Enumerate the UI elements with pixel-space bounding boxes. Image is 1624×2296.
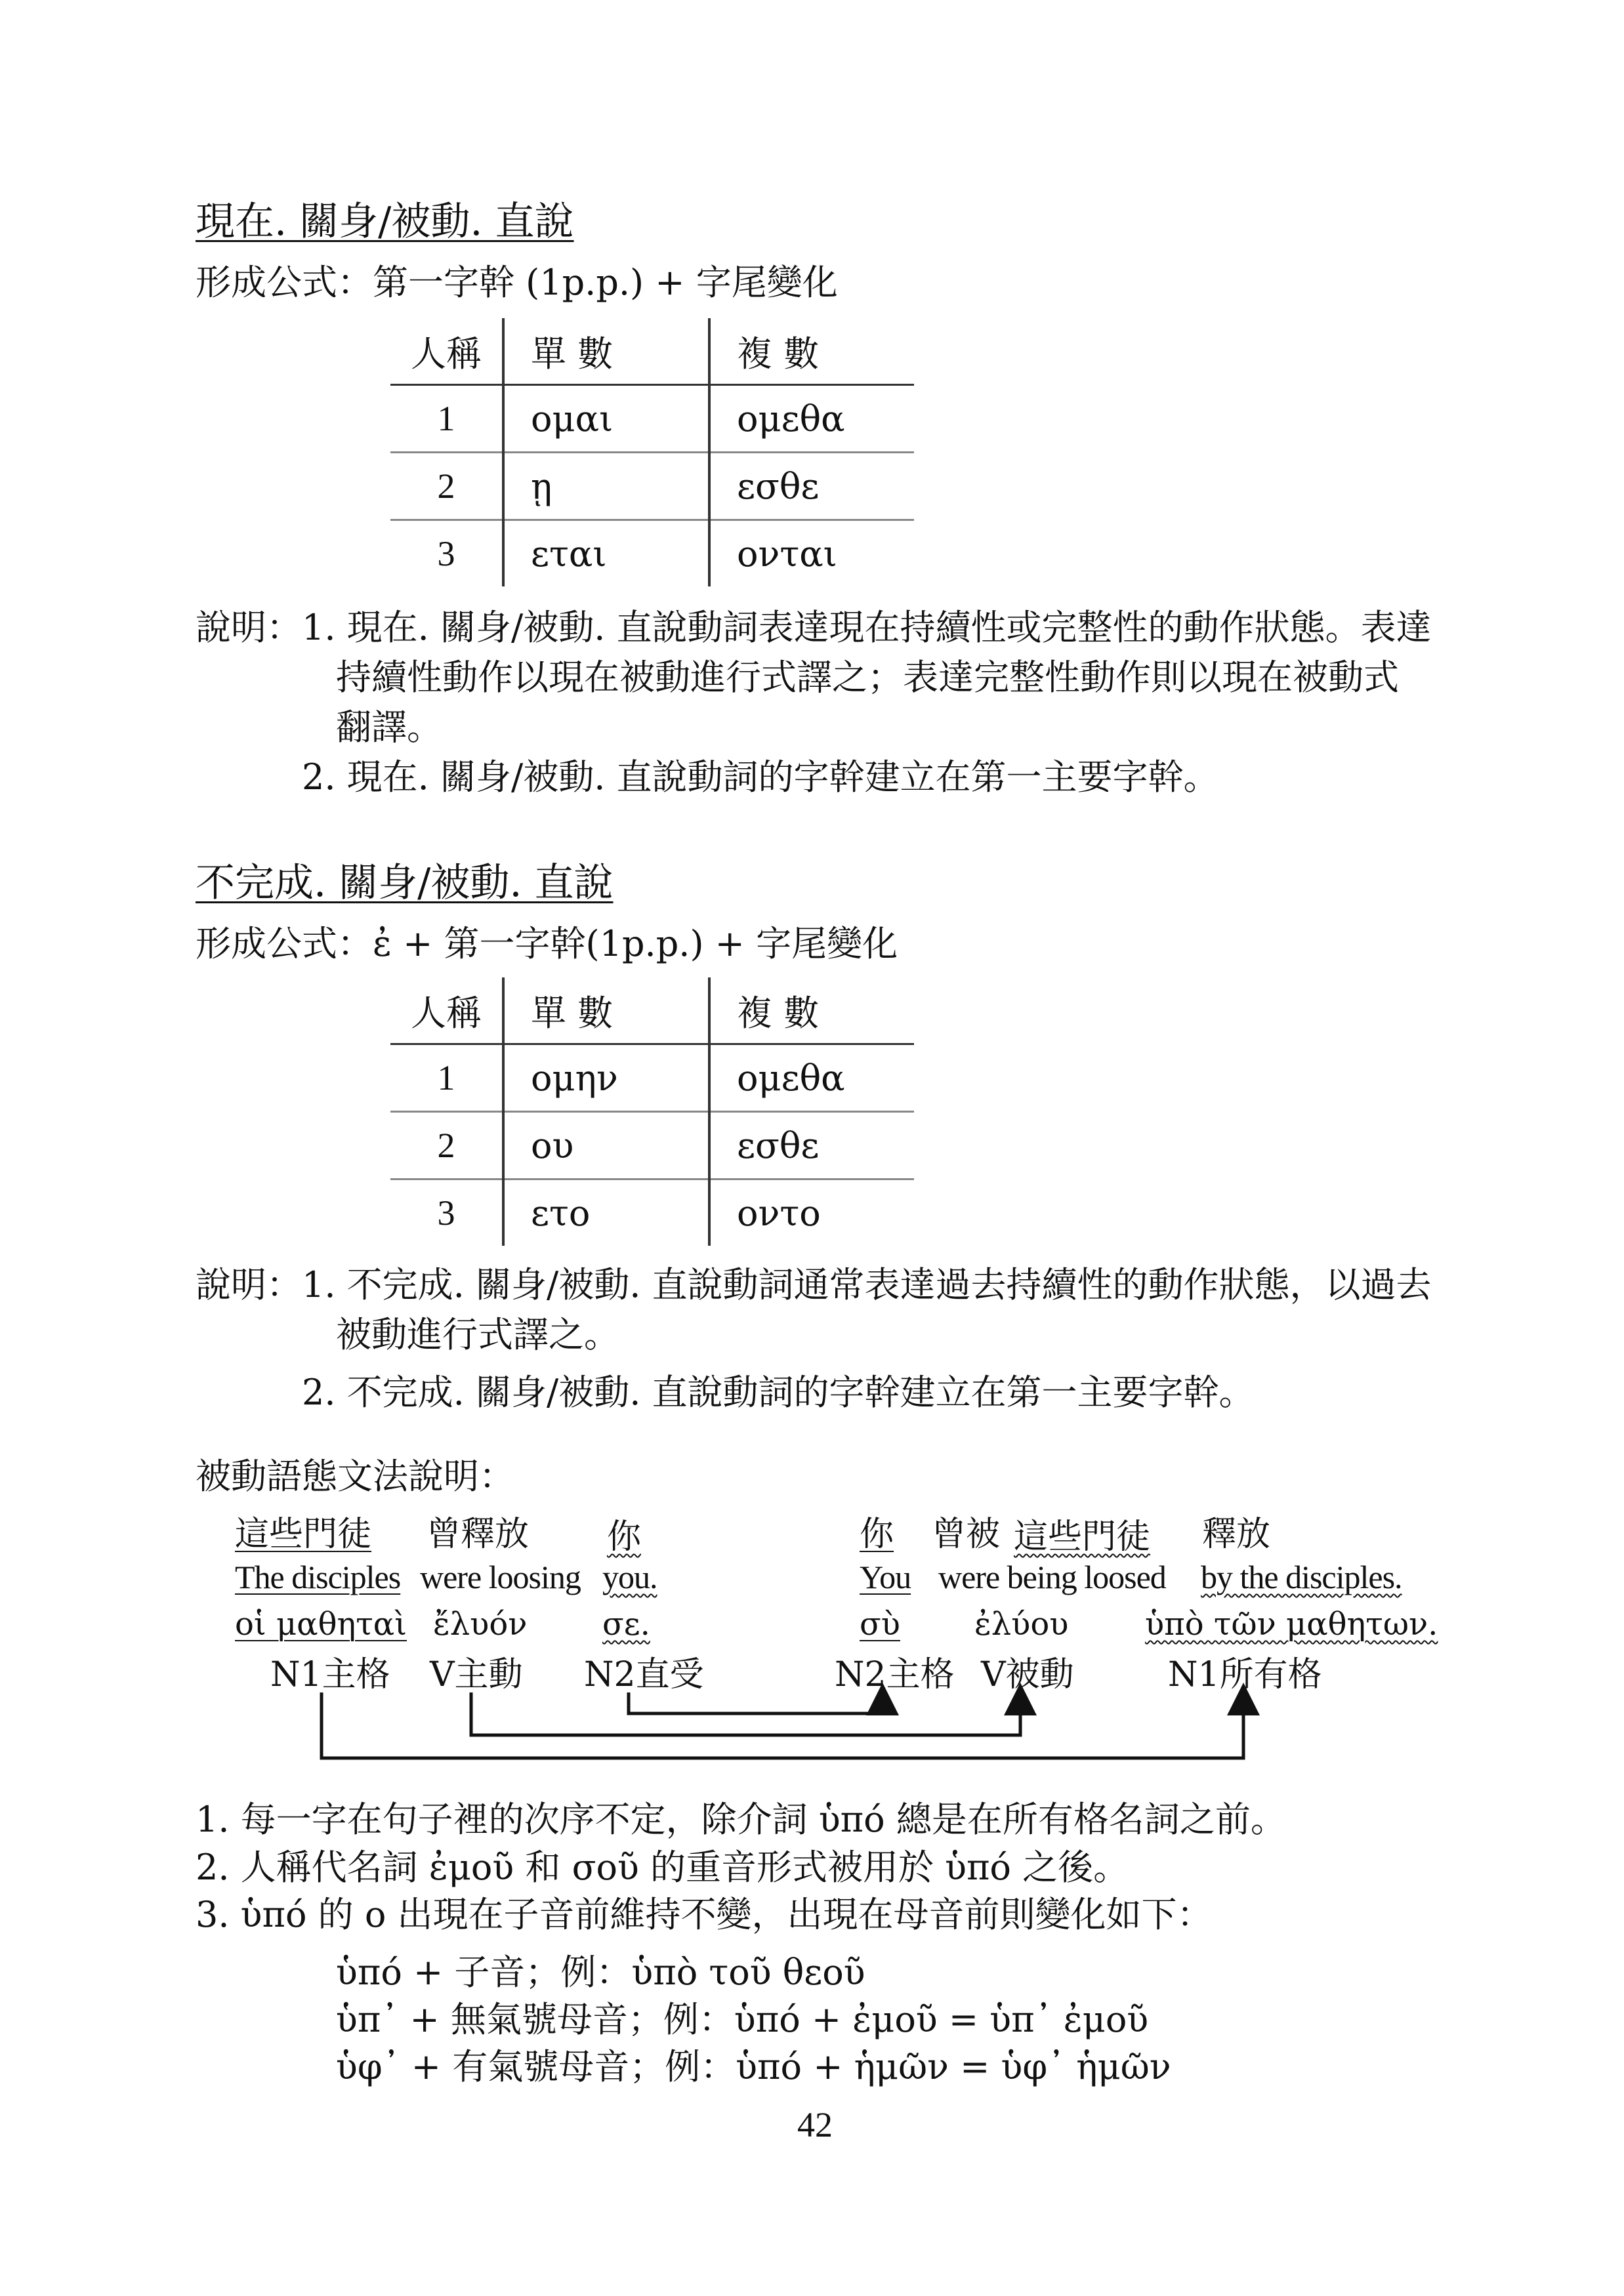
arrow-n2	[629, 1692, 883, 1713]
active-verb-greek: ἔλυόν	[433, 1606, 528, 1643]
table-header-person: 人稱	[390, 318, 503, 385]
section2-note-1-cont: 被動進行式譯之。	[336, 1314, 619, 1355]
passive-verb-english: were being loosed	[938, 1559, 1166, 1595]
section1-title: 現在. 關身/被動. 直說	[196, 199, 574, 245]
section2-note-1: 1. 不完成. 關身/被動. 直說動詞通常表達過去持續性的動作狀態，以過去	[302, 1264, 1432, 1305]
section2-title: 不完成. 關身/被動. 直說	[196, 860, 614, 906]
section2-note-2: 2. 不完成. 關身/被動. 直說動詞的字幹建立在第一主要字幹。	[302, 1372, 1255, 1413]
passive-subject-chinese: 你	[860, 1515, 894, 1554]
passive-label-n2: N2主格	[835, 1655, 955, 1694]
singular-ending: ου	[503, 1112, 709, 1179]
plural-ending: ομεθα	[709, 385, 914, 453]
singular-ending: ομην	[503, 1044, 709, 1112]
section1-note-1-cont2: 翻譯。	[336, 707, 442, 748]
passive-label-v: V被動	[981, 1655, 1074, 1694]
table-header-plural: 複 數	[709, 977, 914, 1044]
section1-note-1: 1. 現在. 關身/被動. 直說動詞表達現在持續性或完整性的動作狀態。表達	[302, 607, 1432, 648]
person-cell: 1	[437, 1058, 455, 1097]
example-3: ὑφ᾽ + 有氣號母音；例：ὑπό + ἡμῶν = ὑφ᾽ ἡμῶν	[336, 2046, 1171, 2087]
section1-note-1-cont: 持續性動作以現在被動進行式譯之；表達完整性動作則以現在被動式	[336, 657, 1399, 698]
person-cell: 2	[390, 1112, 503, 1179]
section2-note-label: 說明：	[196, 1264, 302, 1305]
singular-ending: ῃ	[503, 453, 709, 520]
active-label-n2: N2直受	[584, 1655, 704, 1694]
active-subject-chinese: 這些門徒	[235, 1515, 372, 1554]
passive-verb-chinese: 釋放	[1202, 1515, 1271, 1554]
singular-ending: ετο	[503, 1179, 709, 1246]
arrow-n1	[322, 1692, 1243, 1758]
section1-note-label: 說明：	[196, 607, 302, 648]
section2-formula: 形成公式：ἐ + 第一字幹(1p.p.) + 字尾變化	[196, 923, 898, 964]
grammar-title: 被動語態文法說明：	[196, 1456, 514, 1497]
plural-ending: ομεθα	[709, 1044, 914, 1112]
active-object-greek: σε.	[602, 1606, 650, 1643]
rule-1: 1. 每一字在句子裡的次序不定，除介詞 ὑπό 總是在所有格名詞之前。	[196, 1799, 1286, 1840]
active-subject-english: The disciples	[235, 1559, 401, 1595]
rule-2: 2. 人稱代名詞 ἐμοῦ 和 σοῦ 的重音形式被用於 ὑπό 之後。	[196, 1847, 1129, 1888]
active-object-chinese: 你	[607, 1517, 642, 1557]
passive-agent-english: by the disciples.	[1201, 1559, 1402, 1595]
section1-formula: 形成公式：第一字幹 (1p.p.) + 字尾變化	[196, 262, 838, 303]
table-header-person: 人稱	[390, 977, 503, 1044]
plural-ending: εσθε	[709, 453, 914, 520]
plural-ending: ονται	[709, 520, 914, 587]
plural-ending: οντο	[709, 1179, 914, 1246]
passive-label-n1: N1所有格	[1168, 1655, 1322, 1694]
person-cell: 3	[390, 520, 503, 587]
passive-subject-greek: σὺ	[860, 1606, 900, 1643]
example-2: ὑπ᾽ + 無氣號母音；例：ὑπό + ἐμοῦ = ὑπ᾽ ἐμοῦ	[336, 1999, 1149, 2040]
section1-note-2: 2. 現在. 關身/被動. 直說動詞的字幹建立在第一主要字幹。	[302, 756, 1219, 798]
active-verb-english: were loosing	[420, 1559, 581, 1595]
passive-agent-chinese: 這些門徒	[1014, 1517, 1151, 1557]
passive-subject-english: You	[860, 1559, 911, 1595]
person-cell: 2	[390, 453, 503, 520]
example-1: ὑπό + 子音；例：ὑπὸ τοῦ θεοῦ	[336, 1952, 865, 1993]
active-label-v: V主動	[430, 1655, 523, 1694]
rule-3: 3. ὑπό 的 o 出現在子音前維持不變，出現在母音前則變化如下：	[196, 1894, 1213, 1935]
active-object-english: you.	[602, 1559, 657, 1595]
singular-ending: ομαι	[503, 385, 709, 453]
passive-verb-chinese-prefix: 曾被	[932, 1515, 1001, 1554]
passive-agent-greek: ὑπὸ τῶν μαθητων.	[1145, 1606, 1438, 1643]
person-cell: 1	[437, 399, 455, 438]
person-cell: 3	[390, 1179, 503, 1246]
table-header-singular: 單 數	[503, 318, 709, 385]
active-verb-chinese: 曾釋放	[427, 1515, 530, 1554]
singular-ending: εται	[503, 520, 709, 587]
plural-ending: εσθε	[709, 1112, 914, 1179]
table-header-plural: 複 數	[709, 318, 914, 385]
table-header-singular: 單 數	[503, 977, 709, 1044]
passive-verb-greek: ἐλύου	[974, 1606, 1069, 1643]
active-label-n1: N1主格	[270, 1655, 390, 1694]
active-subject-greek: οἱ μαθηταὶ	[235, 1606, 407, 1643]
page-number: 42	[797, 2105, 833, 2144]
